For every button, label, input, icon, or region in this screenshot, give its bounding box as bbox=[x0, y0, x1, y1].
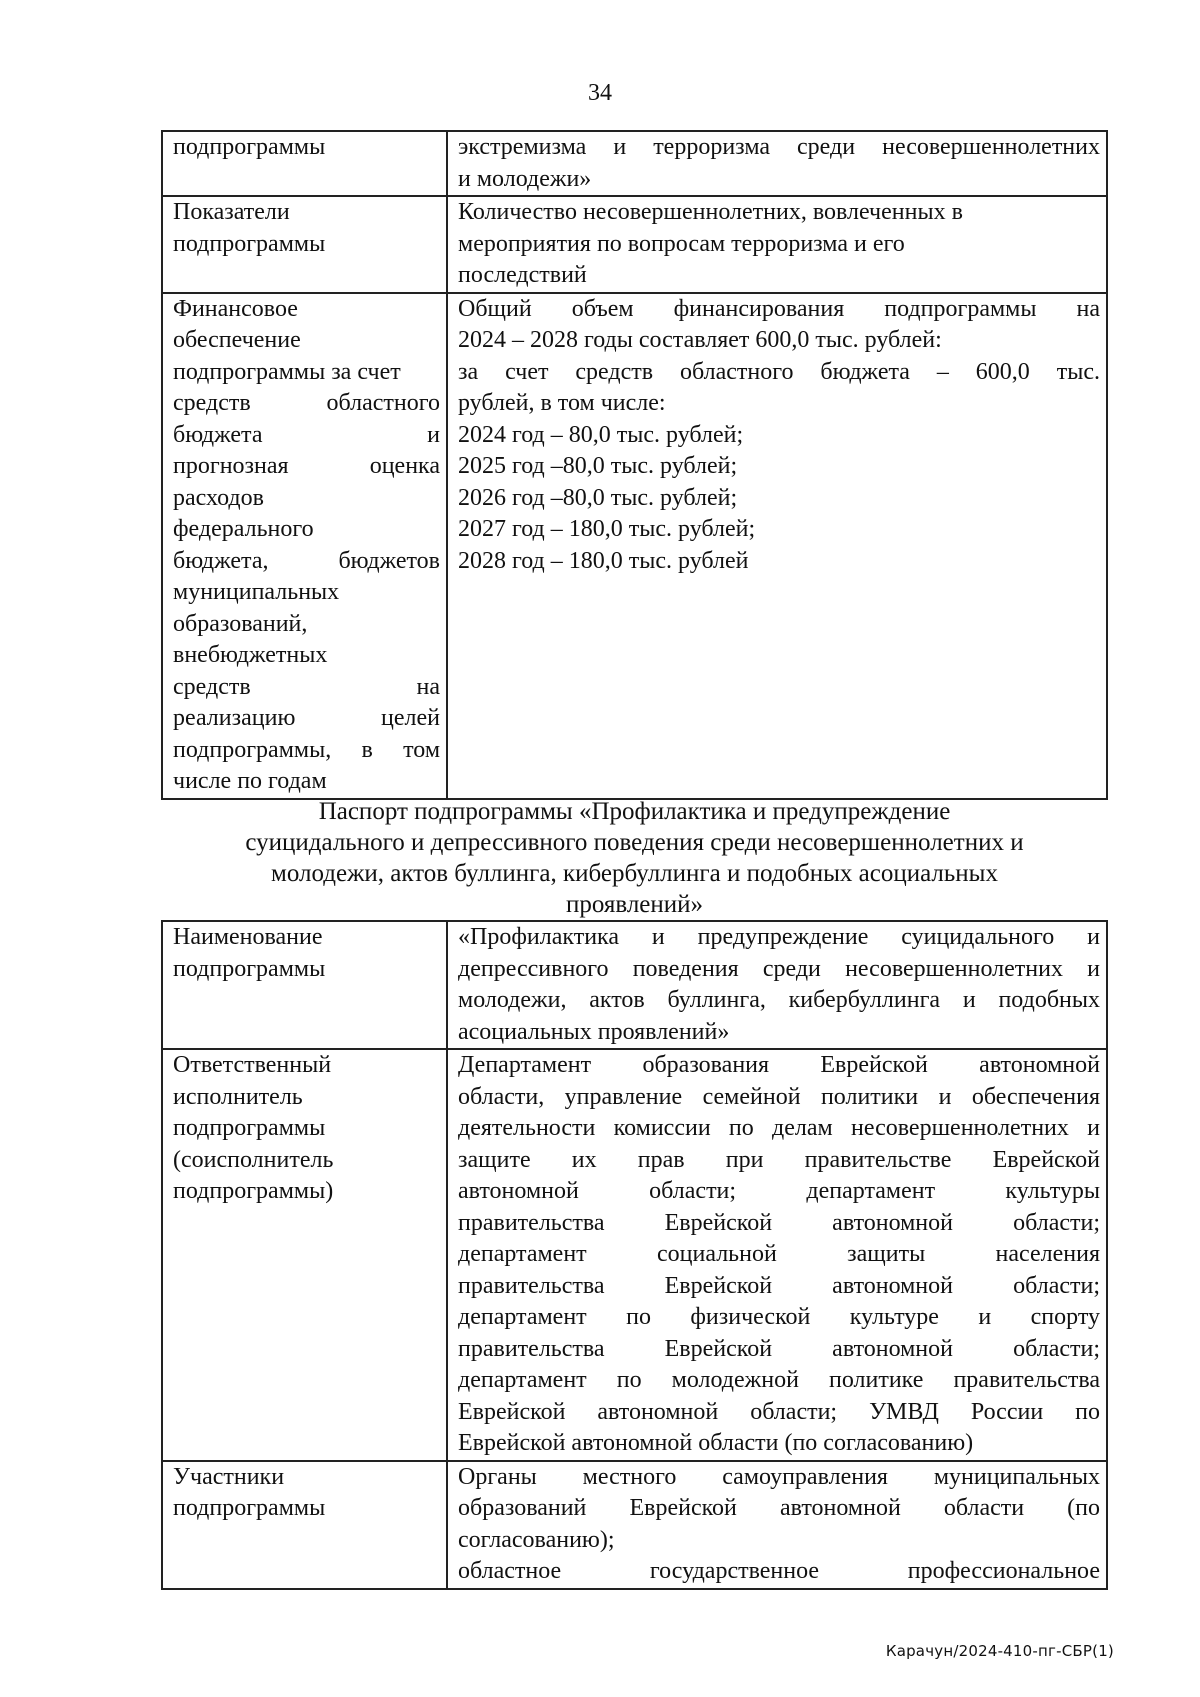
label-line: средств на bbox=[173, 673, 440, 700]
value-line: департамент социальной защиты населения bbox=[458, 1241, 1100, 1267]
label-line: бюджета и bbox=[173, 421, 440, 448]
row-label bbox=[162, 293, 447, 799]
value-line: депрессивного поведения среди несовершеннолетних и bbox=[458, 955, 1100, 982]
label-line: реализацию целей bbox=[173, 705, 440, 731]
value-line: правительства Еврейской автономной области; bbox=[458, 1335, 1100, 1362]
label-line: Финансовое bbox=[173, 295, 298, 322]
value-line: экстремизма и терроризма среди несовершеннолетних bbox=[458, 134, 1100, 160]
label-line: подпрограммы bbox=[173, 134, 326, 160]
label-line: обеспечение bbox=[173, 327, 301, 353]
row-value bbox=[447, 1049, 1107, 1461]
value-line: Еврейской автономной области; УМВД России по bbox=[458, 1398, 1100, 1425]
label-line: Показатели bbox=[173, 199, 290, 225]
row-value bbox=[447, 131, 1107, 196]
value-line: молодежи, актов буллинга, кибербуллинга и подобных bbox=[458, 987, 1100, 1013]
value-line: области, управление семейной политики и обеспечения bbox=[458, 1083, 1100, 1110]
label-line: (соисполнитель bbox=[173, 1146, 334, 1173]
value-line: 2028 год – 180,0 тыс. рублей bbox=[458, 547, 749, 574]
label-line: подпрограммы) bbox=[173, 1178, 334, 1204]
label-line: подпрограммы bbox=[173, 230, 326, 257]
label-line: муниципальных bbox=[173, 579, 340, 605]
document-registration-code: Карачун/2024-410-пг-СБР(1) bbox=[885, 1642, 1114, 1660]
label-line: Ответственный bbox=[173, 1052, 332, 1078]
row-label bbox=[162, 131, 447, 196]
value-line: 2027 год – 180,0 тыс. рублей; bbox=[458, 516, 756, 542]
label-line: Наименование bbox=[173, 924, 323, 950]
value-line: автономной области; департамент культуры bbox=[458, 1178, 1100, 1204]
value-line: 2026 год –80,0 тыс. рублей; bbox=[458, 484, 738, 511]
value-line: 2024 – 2028 годы составляет 600,0 тыс. рублей: bbox=[458, 327, 942, 353]
value-line: областное государственное профессиональное bbox=[458, 1558, 1100, 1584]
passport-table-continued bbox=[161, 130, 1108, 800]
row-label bbox=[162, 921, 447, 1049]
value-line: «Профилактика и предупреждение суицидального и bbox=[458, 924, 1100, 950]
table-row bbox=[162, 196, 1107, 293]
value-line: и молодежи» bbox=[458, 165, 592, 192]
value-line: согласованию); bbox=[458, 1526, 615, 1553]
page-number: 34 bbox=[588, 80, 612, 106]
value-line: Общий объем финансирования подпрограммы на bbox=[458, 295, 1100, 322]
table-row bbox=[162, 131, 1107, 196]
value-line: защите их прав при правительстве Еврейской bbox=[458, 1146, 1100, 1173]
value-line: рублей, в том числе: bbox=[458, 390, 666, 416]
row-value bbox=[447, 293, 1107, 799]
row-label bbox=[162, 1049, 447, 1461]
value-line: Еврейской автономной области (по согласованию) bbox=[458, 1430, 974, 1456]
label-line: внебюджетных bbox=[173, 642, 328, 668]
value-line: образований Еврейской автономной области (по bbox=[458, 1495, 1100, 1521]
label-line: подпрограммы bbox=[173, 1115, 326, 1141]
value-line: департамент по молодежной политике правительства bbox=[458, 1367, 1100, 1393]
heading-line: суицидального и депрессивного поведения среди несовершеннолетних и bbox=[245, 829, 1024, 856]
label-line: расходов bbox=[173, 484, 264, 511]
value-line: Количество несовершеннолетних, вовлеченных в bbox=[458, 199, 963, 225]
row-value bbox=[447, 1461, 1107, 1589]
value-line: деятельности комиссии по делам несовершеннолетних и bbox=[458, 1115, 1100, 1141]
passport-table bbox=[161, 920, 1108, 1590]
value-line: за счет средств областного бюджета – 600,0 тыс. bbox=[458, 358, 1100, 385]
label-line: федерального bbox=[173, 516, 314, 542]
heading-line: проявлений» bbox=[565, 891, 704, 918]
row-value bbox=[447, 196, 1107, 293]
table-row bbox=[162, 1461, 1107, 1589]
value-line: последствий bbox=[458, 262, 587, 288]
heading-line: Паспорт подпрограммы «Профилактика и предупреждение bbox=[318, 798, 951, 825]
table-row bbox=[162, 293, 1107, 799]
label-line: бюджета, бюджетов bbox=[173, 547, 440, 574]
row-value bbox=[447, 921, 1107, 1049]
value-line: правительства Еврейской автономной области; bbox=[458, 1209, 1100, 1236]
label-line: образований, bbox=[173, 610, 308, 637]
label-line: числе по годам bbox=[173, 768, 327, 794]
label-line: средств областного bbox=[173, 390, 440, 416]
value-line: правительства Еврейской автономной области; bbox=[458, 1272, 1100, 1299]
row-label bbox=[162, 196, 447, 293]
value-line: 2024 год – 80,0 тыс. рублей; bbox=[458, 421, 744, 448]
value-line: 2025 год –80,0 тыс. рублей; bbox=[458, 453, 738, 479]
table-row bbox=[162, 921, 1107, 1049]
subprogram-passport-heading bbox=[161, 796, 1108, 920]
value-line: Департамент образования Еврейской автономной bbox=[458, 1052, 1100, 1078]
label-line: подпрограммы, в том bbox=[173, 736, 440, 763]
label-line: Участники bbox=[173, 1463, 285, 1490]
value-line: асоциальных проявлений» bbox=[458, 1018, 730, 1045]
row-label bbox=[162, 1461, 447, 1589]
heading-line: молодежи, актов буллинга, кибербуллинга и подобных асоциальных bbox=[271, 860, 998, 887]
table-row bbox=[162, 1049, 1107, 1461]
label-line: подпрограммы bbox=[173, 1495, 326, 1521]
value-line: Органы местного самоуправления муниципальных bbox=[458, 1463, 1100, 1490]
value-line: департамент по физической культуре и спорту bbox=[458, 1304, 1100, 1330]
label-line: исполнитель bbox=[173, 1083, 303, 1110]
label-line: прогнозная оценка bbox=[173, 453, 440, 479]
value-line: мероприятия по вопросам терроризма и его bbox=[458, 230, 905, 257]
label-line: подпрограммы за счет bbox=[173, 358, 401, 385]
label-line: подпрограммы bbox=[173, 955, 326, 982]
